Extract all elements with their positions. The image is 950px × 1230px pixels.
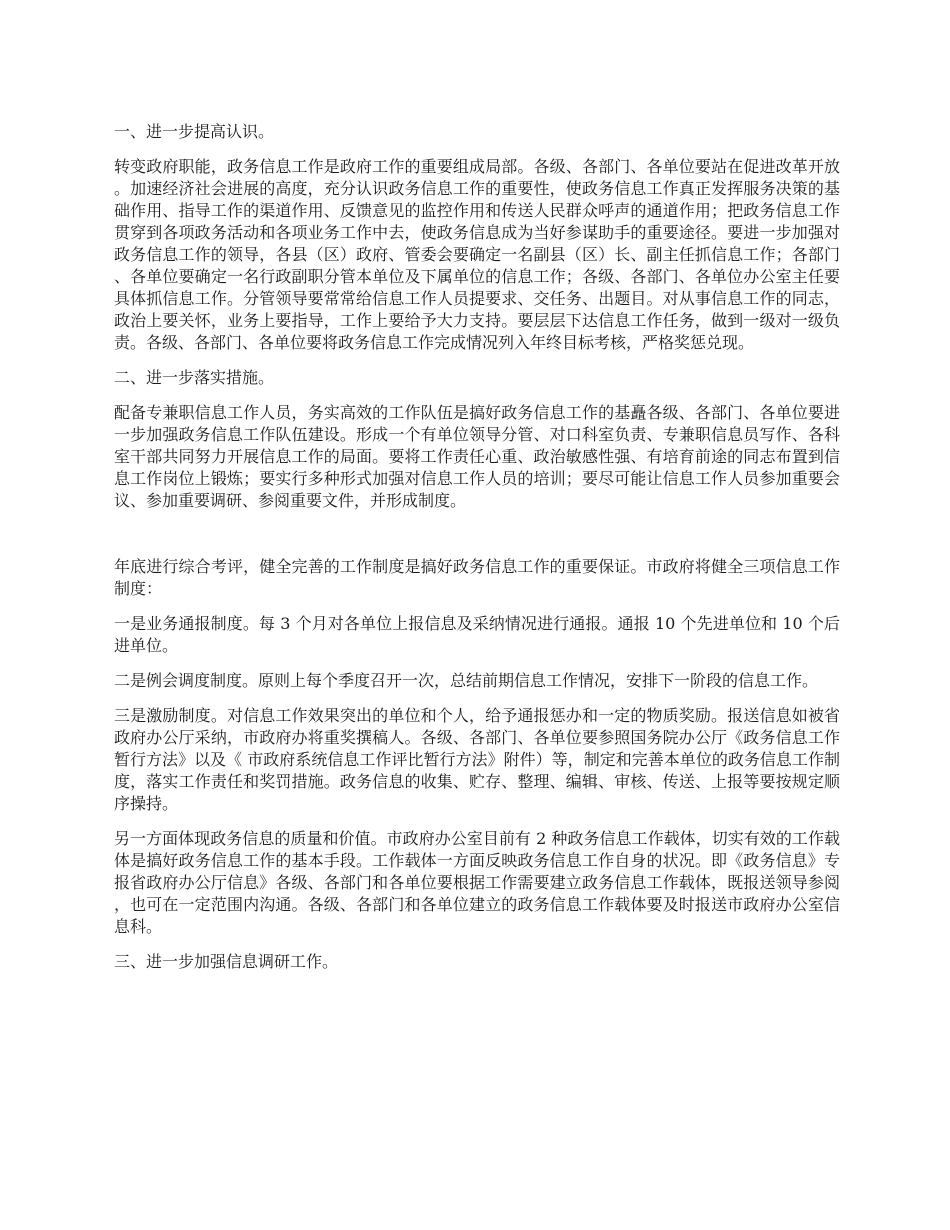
system-3-paragraph: 三是激励制度。对信息工作效果突出的单位和个人，给予通报惩办和一定的物质奖励。报送信息如被省政府办公厅采纳，市政府办将重奖撰稿人。各级、各部门、各单位要参照国务院办公厅《政务信息工作暂行方法》以及《 市政府系统信息工作评比暂行方法》附件）等，制定和完善本单位的政务信息工作制度，落实工作责任和奖罚措施。政务信息的收集、贮存、整理、编辑、审核、传送、上报等要按规定顺序操持。 — [114, 706, 840, 813]
section-3-heading: 三、进一步加强信息调研工作。 — [114, 952, 339, 971]
section-2-heading: 二、进一步落实措施。 — [114, 368, 275, 387]
system-1-paragraph: 一是业务通报制度。每 3 个月对各单位上报信息及采纳情况进行通报。通报 10 个先进单位和 10 个后进单位。 — [114, 614, 840, 655]
section-2-paragraph: 配备专兼职信息工作人员，务实高效的工作队伍是搞好政务信息工作的基矗各级、各部门、各单位要进一步加强政务信息工作队伍建设。形成一个有单位领导分管、对口科室负责、专兼职信息员写作、各科室干部共同努力开展信息工作的局面。要将工作责任心重、政治敏感性强、有培育前途的同志布置到信息工作岗位上锻炼；要实行多种形式加强对信息工作人员的培训；要尽可能让信息工作人员参加重要会议、参加重要调研、参阅重要文件，并形成制度。 — [114, 403, 840, 510]
section-1-paragraph: 转变政府职能，政务信息工作是政府工作的重要组成局部。各级、各部门、各单位要站在促进改革开放。加速经济社会进展的高度，充分认识政务信息工作的重要性，使政务信息工作真正发挥服务决策的基础作用、指导工作的渠道作用、反馈意见的监控作用和传送人民群众呼声的通道作用；把政务信息工作贯穿到各项政务活动和各项业务工作中去，使政务信息成为当好参谋助手的重要途径。要进一步加强对政务信息工作的领导，各县（区）政府、管委会要确定一名副县（区）长、副主任抓信息工作；各部门、各单位要确定一名行政副职分管本单位及下属单位的信息工作；各级、各部门、各单位办公室主任要具体抓信息工作。分管领导要常常给信息工作人员提要求、交任务、出题目。对从事信息工作的同志，政治上要关怀，业务上要指导，工作上要给予大力支持。要层层下达信息工作任务，做到一级对一级负责。各级、各部门、各单位要将政务信息工作完成情况列入年终目标考核，严格奖惩兑现。 — [114, 157, 840, 352]
section-1-heading: 一、进一步提高认识。 — [114, 122, 275, 141]
carrier-paragraph: 另一方面体现政务信息的质量和价值。市政府办公室目前有 2 种政务信息工作载体，切实有效的工作载体是搞好政务信息工作的基本手段。工作载体一方面反映政务信息工作自身的状况。即《政务信息》专报省政府办公厅信息》各级、各部门和各单位要根据工作需要建立政务信息工作载体，既报送领导参阅，也可在一定范围内沟通。各级、各部门和各单位建立的政务信息工作载体要及时报送市政府办公室信息科。 — [114, 829, 840, 936]
assessment-paragraph: 年底进行综合考评，健全完善的工作制度是搞好政务信息工作的重要保证。市政府将健全三项信息工作制度： — [114, 557, 840, 598]
blank-gap — [114, 525, 840, 556]
document-body — [114, 121, 840, 986]
system-2-paragraph: 二是例会调度制度。原则上每个季度召开一次，总结前期信息工作情况，安排下一阶段的信息工作。 — [114, 671, 819, 690]
